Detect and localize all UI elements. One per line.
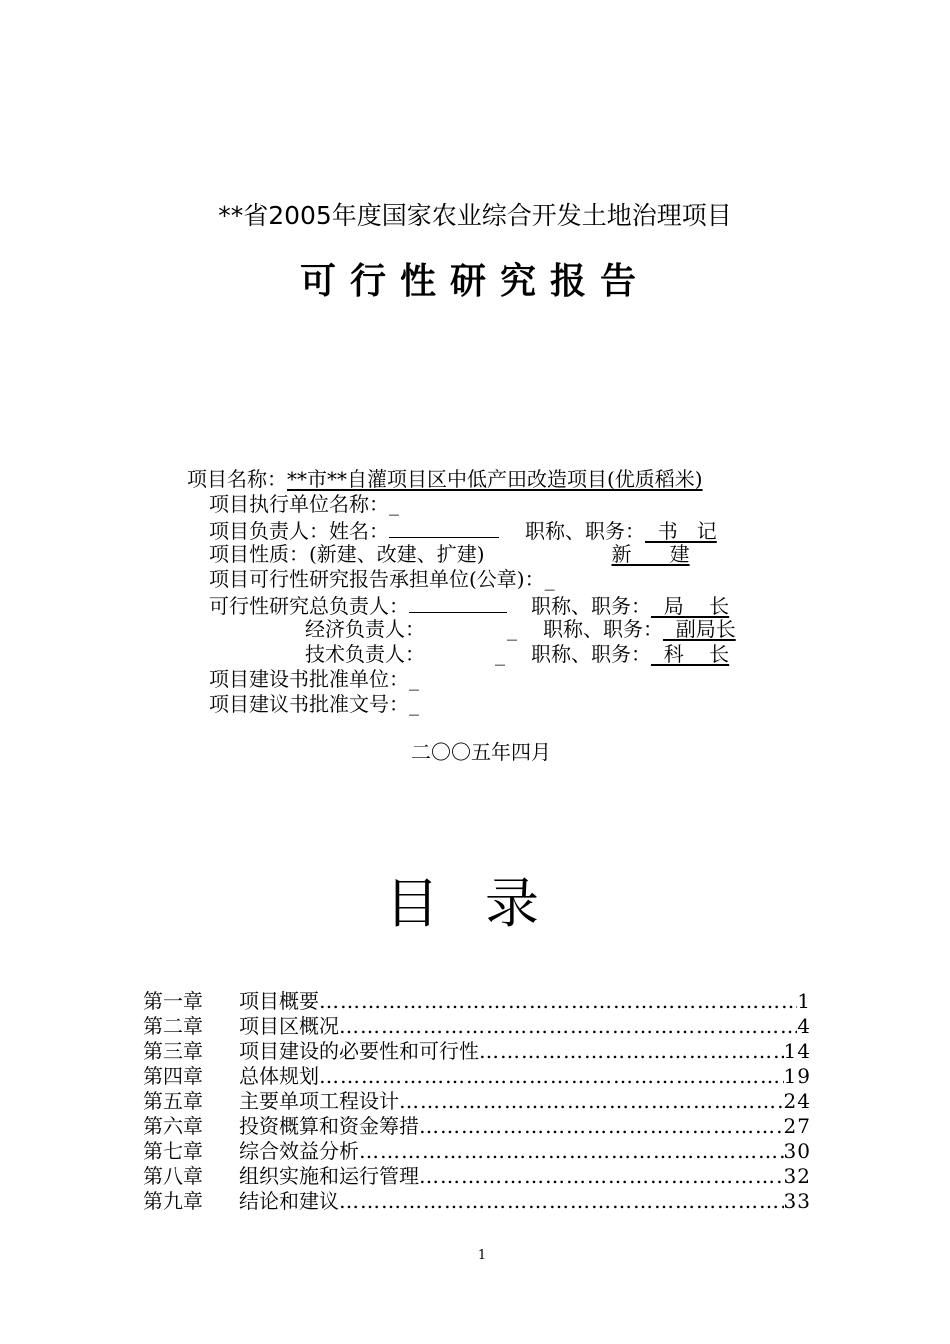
toc-leader-dots: [419, 1164, 784, 1189]
toc-entry[interactable]: [143, 1064, 811, 1089]
tech-label: 技术负责人：: [305, 642, 425, 666]
toc-entry-title: 总体规划: [239, 1064, 319, 1088]
toc-leader-dots: [339, 1014, 797, 1039]
toc-entry-title: 项目建设的必要性和可行性: [239, 1039, 479, 1063]
project-name-line: [187, 467, 703, 491]
econ-blank: _: [507, 617, 517, 641]
nature-label: 项目性质：(新建、改建、扩建): [209, 542, 485, 566]
toc-page-number: 30: [783, 1139, 811, 1163]
toc-entry-title: 项目概要: [239, 989, 319, 1013]
page-number: 1: [477, 1248, 487, 1263]
toc-leader-dots: [319, 1064, 784, 1089]
toc-entry[interactable]: [143, 1189, 811, 1214]
toc-entry[interactable]: [143, 1039, 811, 1064]
toc-leader-dots: [339, 1189, 784, 1214]
tech-blank: _: [495, 642, 505, 666]
toc-chapter: 第五章: [143, 1089, 203, 1113]
toc-leader-dots: [479, 1039, 784, 1064]
leader-name-blank: [389, 517, 499, 538]
toc-chapter: 第六章: [143, 1114, 203, 1138]
toc-entry[interactable]: [143, 989, 811, 1014]
toc-chapter: 第九章: [143, 1189, 203, 1213]
toc-chapter: 第八章: [143, 1164, 203, 1188]
toc-chapter: 第二章: [143, 1014, 203, 1038]
toc-page-number: 4: [797, 1014, 811, 1038]
econ-title-value: 副局长: [663, 617, 736, 641]
document-title: 可行性研究报告: [299, 261, 650, 302]
toc-leader-dots: [419, 1114, 784, 1139]
toc-page-number: 27: [783, 1114, 811, 1138]
toc-page-number: 1: [797, 989, 811, 1013]
tech-title-value: 科 长: [651, 642, 730, 666]
toc-page-number: 24: [783, 1089, 811, 1113]
nature-value: 新 建: [611, 542, 690, 566]
toc-leader-dots: [399, 1089, 784, 1114]
report-unit-line: 项目可行性研究报告承担单位(公章)：_: [209, 567, 555, 591]
chief-title-label: 职称、职务：: [531, 594, 651, 618]
toc-title: 目录: [385, 872, 585, 935]
approval-number-line: 项目建议书批准文号：_: [209, 692, 419, 716]
leader-line: [209, 517, 717, 543]
toc-entry-title: 组织实施和运行管理: [239, 1164, 419, 1188]
toc-page-number: 33: [783, 1189, 811, 1213]
toc-entry[interactable]: [143, 1089, 811, 1114]
toc-entry[interactable]: [143, 1014, 811, 1039]
toc-page-number: 19: [783, 1064, 811, 1088]
toc-chapter: 第四章: [143, 1064, 203, 1088]
toc-chapter: 第七章: [143, 1139, 203, 1163]
toc-entry-title: 结论和建议: [239, 1189, 339, 1213]
toc-entry-title: 投资概算和资金筹措: [239, 1114, 419, 1138]
leader-title-value: 书 记: [645, 519, 717, 543]
econ-label: 经济负责人：: [305, 617, 425, 641]
tech-title-label: 职称、职务：: [531, 642, 651, 666]
toc-chapter: 第一章: [143, 989, 203, 1013]
toc-entry-title: 主要单项工程设计: [239, 1089, 399, 1113]
project-name-label: 项目名称：: [187, 467, 287, 491]
toc-entry[interactable]: [143, 1139, 811, 1164]
toc-entry-title: 综合效益分析: [239, 1139, 359, 1163]
econ-line: [305, 617, 736, 641]
leader-title-label: 职称、职务：: [525, 519, 645, 543]
toc-leader-dots: [359, 1139, 784, 1164]
chief-label: 可行性研究总负责人：: [209, 594, 409, 618]
exec-unit-line: 项目执行单位名称：_: [209, 492, 399, 516]
toc-page-number: 32: [783, 1164, 811, 1188]
toc-chapter: 第三章: [143, 1039, 203, 1063]
report-date: 二〇〇五年四月: [411, 740, 551, 764]
toc-entry[interactable]: [143, 1164, 811, 1189]
tech-line: [305, 642, 729, 666]
leader-label: 项目负责人：姓名：: [209, 519, 389, 543]
chief-line: [209, 592, 729, 618]
toc-leader-dots: [319, 989, 797, 1014]
nature-line: [209, 542, 692, 566]
project-name-value: **市**自灌项目区中低产田改造项目(优质稻米): [287, 467, 703, 491]
toc-page-number: 14: [783, 1039, 811, 1063]
toc-entry-title: 项目区概况: [239, 1014, 339, 1038]
document-subtitle: **省2005年度国家农业综合开发土地治理项目: [218, 201, 732, 230]
chief-name-blank: [409, 592, 507, 613]
toc-entry[interactable]: [143, 1114, 811, 1139]
approval-unit-line: 项目建设书批准单位：_: [209, 667, 419, 691]
econ-title-label: 职称、职务：: [543, 617, 663, 641]
chief-title-value: 局 长: [651, 594, 730, 618]
